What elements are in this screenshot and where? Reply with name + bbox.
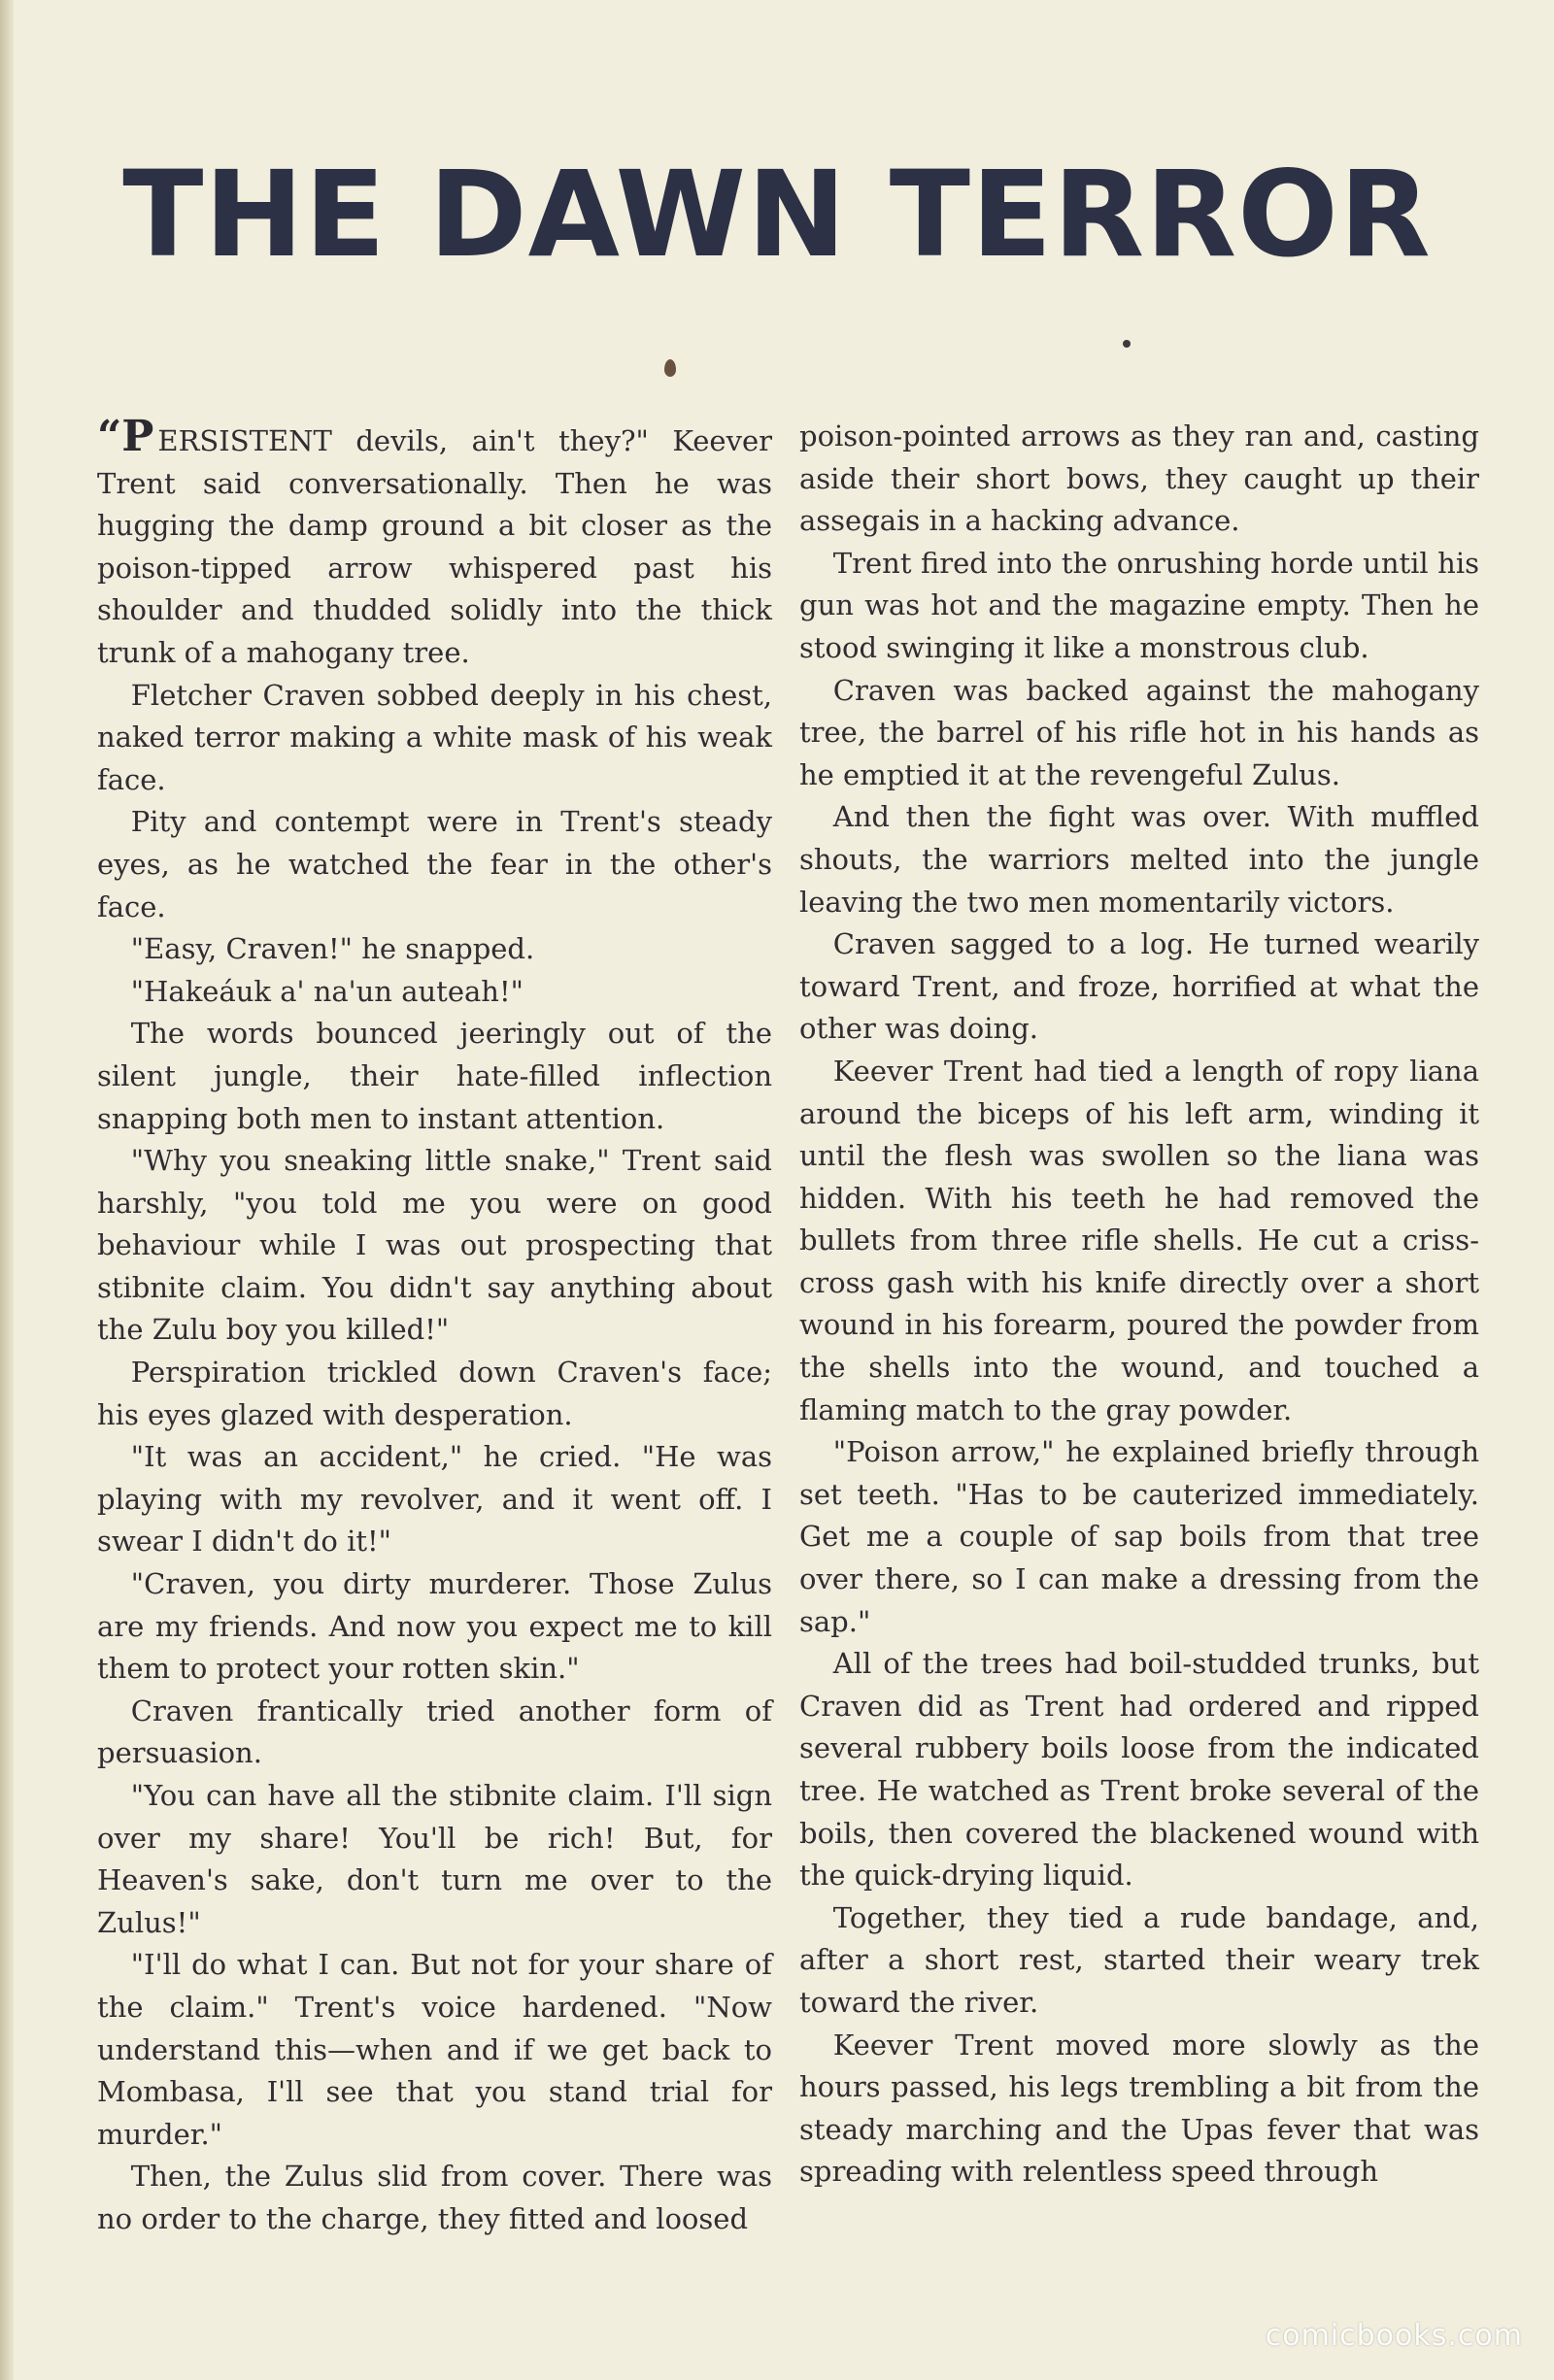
paragraph: "Poison arrow," he explained briefly through set teeth. "Has to be cauterized immediately. Get me a couple of sap boils from that tree over there, so I can make a dressing from the sap." <box>799 1435 1479 1638</box>
paragraph: And then the fight was over. With muffled shouts, the warriors melted into the jungle leaving the two men momentarily victors. <box>799 800 1479 919</box>
paragraph: The words bounced jeeringly out of the silent jungle, their hate-filled inflection snapping both men to instant attention. <box>97 1017 772 1135</box>
ornament <box>664 359 676 377</box>
watermark: comicbooks.com <box>1265 2319 1523 2353</box>
right-column <box>799 416 1479 2194</box>
paragraph: "I'll do what I can. But not for your share of the claim." Trent's voice hardened. "Now understand this—when and if we get back to Mombasa, I'll see that you stand trial for murder." <box>97 1948 772 2151</box>
paragraph: Keever Trent had tied a length of ropy liana around the biceps of his left arm, winding it until the flesh was swollen so the liana was hidden. With his teeth he had removed the bullets from three rifle shells. He cut a criss-cross gash with his knife directly over a short wound in his forearm, poured the powder from the shells into the wound, and touched a flaming match to the gray powder. <box>799 1054 1479 1426</box>
paragraph-text: ERSISTENT devils, ain't they?" Keever Trent said conversationally. Then he was hugging the damp ground a bit closer as the poison-tipped arrow whispered past his shoulder and thudded solidly into the thick trunk of a mahogany tree. <box>97 424 772 669</box>
paragraph: "Why you sneaking little snake," Trent said harshly, "you told me you were on good behaviour while I was out prospecting that stibnite claim. You didn't say anything about the Zulu boy you killed!" <box>97 1144 772 1347</box>
paragraph: "It was an accident," he cried. "He was playing with my revolver, and it went off. I swear I didn't do it!" <box>97 1440 772 1559</box>
paragraph <box>97 412 772 675</box>
paragraph: All of the trees had boil-studded trunks, but Craven did as Trent had ordered and ripped several rubbery boils loose from the indicated tree. He watched as Trent broke several of the boils, then covered the blackened wound with the quick-drying liquid. <box>799 1647 1479 1893</box>
page-edge <box>0 0 14 2380</box>
paragraph: Trent fired into the onrushing horde until his gun was hot and the magazine empty. Then he stood swinging it like a monstrous club. <box>799 546 1479 664</box>
paragraph: "You can have all the stibnite claim. I'll sign over my share! You'll be rich! But, for Heaven's sake, don't turn me over to the Zulus!" <box>97 1779 772 1939</box>
paragraph: Together, they tied a rude bandage, and, after a short rest, started their weary trek toward the river. <box>799 1900 1479 2019</box>
paragraph: "Easy, Craven!" he snapped. <box>130 932 535 966</box>
paragraph: Craven was backed against the mahogany tree, the barrel of his rifle hot in his hands as he emptied it at the revengeful Zulus. <box>799 673 1479 791</box>
paragraph: Fletcher Craven sobbed deeply in his chest, naked terror making a white mask of his weak face. <box>97 678 772 796</box>
drop-cap: “P <box>97 412 154 461</box>
paragraph: Then, the Zulus slid from cover. There was no order to the charge, they fitted and loosed <box>97 2160 772 2235</box>
speck <box>1123 340 1131 348</box>
paragraph: Keever Trent moved more slowly as the hours passed, his legs trembling a bit from the steady marching and the Upas fever that was spreading with relentless speed through <box>799 2028 1479 2189</box>
paragraph: Craven frantically tried another form of persuasion. <box>97 1693 772 1770</box>
paragraph: "Craven, you dirty murderer. Those Zulus are my friends. And now you expect me to kill them to protect your rotten skin." <box>97 1567 772 1686</box>
left-column <box>97 412 772 2241</box>
paragraph: Craven sagged to a log. He turned wearily toward Trent, and froze, horrified at what the other was doing. <box>799 927 1479 1046</box>
paragraph: Perspiration trickled down Craven's face; his eyes glazed with desperation. <box>97 1356 772 1431</box>
story-title: THE DAWN TERROR <box>122 146 1432 284</box>
paragraph: poison-pointed arrows as they ran and, casting aside their short bows, they caught up their assegais in a hacking advance. <box>799 419 1479 538</box>
paragraph: Pity and contempt were in Trent's steady eyes, as he watched the fear in the other's face. <box>97 805 772 923</box>
paragraph: "Hakeáuk a' na'un auteah!" <box>130 974 524 1008</box>
